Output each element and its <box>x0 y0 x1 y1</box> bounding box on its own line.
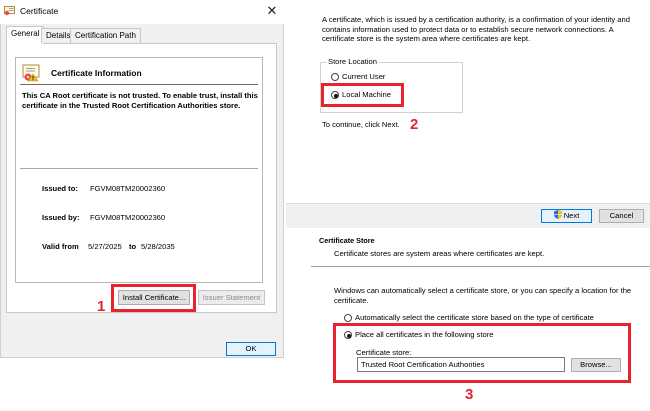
place-all-certificates-label[interactable]: Place all certificates in the following store <box>355 330 494 339</box>
dialog-title: Certificate <box>20 6 59 16</box>
current-user-radio[interactable] <box>331 73 339 81</box>
wizard-button-bar <box>286 203 650 228</box>
valid-to-value: 5/28/2035 <box>141 242 175 251</box>
auto-select-store-label[interactable]: Automatically select the certificate store based on the type of certificate <box>355 313 594 322</box>
divider <box>311 266 650 267</box>
local-machine-label[interactable]: Local Machine <box>342 90 391 99</box>
divider <box>20 168 258 169</box>
certificate-app-icon <box>4 6 15 16</box>
local-machine-radio[interactable] <box>331 91 339 99</box>
certificate-store-description: Windows can automatically select a certificate store, or you can specify a location for the certificate. <box>334 286 632 305</box>
ok-button[interactable]: OK <box>226 342 276 356</box>
certificate-store-heading: Certificate Store <box>319 236 375 245</box>
continue-hint: To continue, click Next. <box>322 120 400 129</box>
uac-shield-icon <box>554 210 562 219</box>
certificate-store-label: Certificate store: <box>356 348 412 357</box>
issued-by-label: Issued by: <box>42 213 80 222</box>
step-2-number: 2 <box>410 116 419 133</box>
cancel-button[interactable]: Cancel <box>599 209 644 223</box>
certificate-information-heading: Certificate Information <box>51 68 142 78</box>
valid-to-label: to <box>129 242 137 251</box>
step-1-number: 1 <box>97 298 106 315</box>
divider <box>20 84 258 85</box>
certificate-store-subheading: Certificate stores are system areas where certificates are kept. <box>334 249 545 258</box>
step-3-number: 3 <box>465 386 474 403</box>
install-certificate-button[interactable]: Install Certificate... <box>118 290 190 305</box>
wizard-intro-text: A certificate, which is issued by a certification authority, is a confirmation of your identity and contains information used to protect data or to establish secure network connections. A certificate store is the system area where certificates are kept. <box>322 15 630 44</box>
current-user-label[interactable]: Current User <box>342 72 386 81</box>
tab-certification-path[interactable]: Certification Path <box>70 28 141 43</box>
place-all-certificates-radio[interactable] <box>344 331 352 339</box>
browse-button[interactable]: Browse... <box>571 358 621 372</box>
store-location-title: Store Location <box>328 57 377 66</box>
trust-warning-text: This CA Root certificate is not trusted. To enable trust, install this certificate in the Trusted Root Certification Authorities store. <box>22 91 258 110</box>
next-button-label: Next <box>563 211 580 220</box>
issued-by-value: FGVM08TM20002360 <box>90 213 166 222</box>
issued-to-label: Issued to: <box>42 184 78 193</box>
issuer-statement-button: Issuer Statement <box>198 290 265 305</box>
valid-from-value: 5/27/2025 <box>88 242 122 251</box>
auto-select-store-radio[interactable] <box>344 314 352 322</box>
next-button[interactable] <box>541 209 592 223</box>
tab-details[interactable]: Details <box>41 28 75 43</box>
valid-from-label: Valid from <box>42 242 79 251</box>
issued-to-value: FGVM08TM20002360 <box>90 184 166 193</box>
certificate-store-field[interactable]: Trusted Root Certification Authorities <box>357 357 565 372</box>
close-icon[interactable]: ✕ <box>266 3 278 18</box>
tab-general[interactable]: General <box>6 26 44 44</box>
certificate-warning-icon <box>22 64 42 82</box>
